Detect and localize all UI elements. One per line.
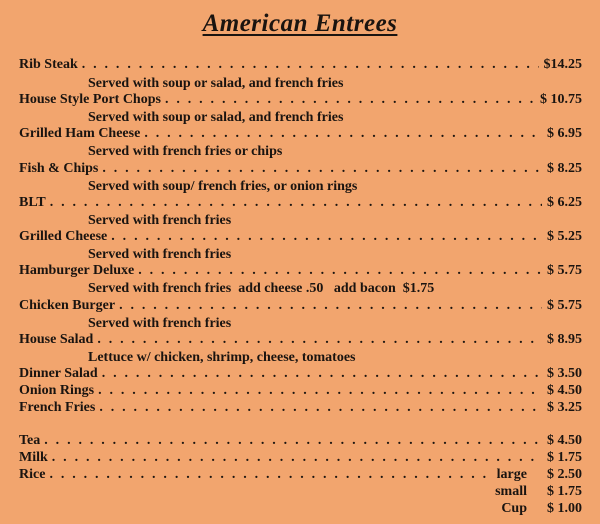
dot-leader — [82, 57, 539, 73]
item-name: Tea — [19, 433, 41, 448]
dot-leader — [111, 229, 542, 245]
item-name: Grilled Cheese — [19, 229, 108, 244]
menu-item-chicken-burger — [19, 298, 582, 316]
item-price: $ 4.50 — [547, 433, 582, 448]
menu-title: American Entrees — [202, 10, 398, 37]
menu-item-blt — [19, 195, 582, 213]
item-name: House Salad — [19, 332, 94, 347]
item-price: $ 3.25 — [547, 400, 582, 415]
item-description: Served with french fries or chips — [88, 144, 283, 159]
item-description: Served with soup or salad, and french fries — [88, 110, 344, 125]
menu-item-rice — [19, 467, 499, 485]
item-name: Dinner Salad — [19, 366, 98, 381]
dot-leader — [98, 383, 542, 399]
item-description: Served with soup/ french fries, or onion rings — [88, 179, 358, 194]
item-price: $ 8.95 — [547, 332, 582, 347]
item-price: $ 6.95 — [547, 126, 582, 141]
dot-leader — [165, 92, 535, 108]
item-name: House Style Port Chops — [19, 92, 161, 107]
menu-item-rib-steak — [19, 57, 582, 75]
item-price: $ 5.25 — [547, 229, 582, 244]
rice-price-cup: $ 1.00 — [547, 501, 582, 516]
dot-leader — [144, 126, 542, 142]
dot-leader — [52, 450, 542, 466]
item-name: BLT — [19, 195, 46, 210]
rice-size-cup: Cup — [501, 501, 527, 516]
dot-leader — [99, 400, 542, 416]
item-name: Rib Steak — [19, 57, 78, 72]
item-name: Hamburger Deluxe — [19, 263, 135, 278]
rice-price-small: $ 1.75 — [547, 484, 582, 499]
item-price: $ 6.25 — [547, 195, 582, 210]
menu-item-fish-and-chips — [19, 161, 582, 179]
item-name: Fish & Chips — [19, 161, 99, 176]
item-price: $ 10.75 — [540, 92, 582, 107]
dot-leader — [102, 161, 542, 177]
item-name: Onion Rings — [19, 383, 95, 398]
menu-item-hamburger-deluxe — [19, 263, 582, 281]
item-name: Chicken Burger — [19, 298, 116, 313]
dot-leader — [44, 433, 542, 449]
item-description: Served with french fries add cheese .50 add bacon $1.75 — [88, 281, 435, 296]
item-description: Served with french fries — [88, 316, 232, 331]
rice-size-small: small — [495, 484, 527, 499]
menu-item-house-style-port-chops — [19, 92, 582, 110]
menu-item-tea — [19, 433, 582, 451]
dot-leader — [50, 195, 542, 211]
item-name: Milk — [19, 450, 48, 465]
item-name: Grilled Ham Cheese — [19, 126, 141, 141]
menu-item-house-salad — [19, 332, 582, 350]
menu-item-dinner-salad — [19, 366, 582, 384]
dot-leader — [102, 366, 542, 382]
dot-leader — [138, 263, 542, 279]
item-price: $ 3.50 — [547, 366, 582, 381]
menu-item-onion-rings — [19, 383, 582, 401]
item-description: Served with french fries — [88, 213, 232, 228]
dot-leader — [97, 332, 542, 348]
item-price: $14.25 — [543, 57, 582, 72]
item-description: Served with french fries — [88, 247, 232, 262]
dot-leader — [49, 467, 494, 483]
dot-leader — [119, 298, 542, 314]
item-description: Lettuce w/ chicken, shrimp, cheese, tomatoes — [88, 350, 356, 365]
item-name: Rice — [19, 467, 46, 482]
item-description: Served with soup or salad, and french fries — [88, 76, 344, 91]
item-price: $ 1.75 — [547, 450, 582, 465]
item-price: $ 5.75 — [547, 298, 582, 313]
menu-item-french-fries — [19, 400, 582, 418]
item-price: $ 5.75 — [547, 263, 582, 278]
menu-item-grilled-cheese — [19, 229, 582, 247]
item-name: French Fries — [19, 400, 96, 415]
rice-size-large: large — [496, 467, 527, 482]
menu-item-grilled-ham-cheese — [19, 126, 582, 144]
item-price: $ 8.25 — [547, 161, 582, 176]
rice-price-large: $ 2.50 — [547, 467, 582, 482]
menu-item-milk — [19, 450, 582, 468]
item-price: $ 4.50 — [547, 383, 582, 398]
